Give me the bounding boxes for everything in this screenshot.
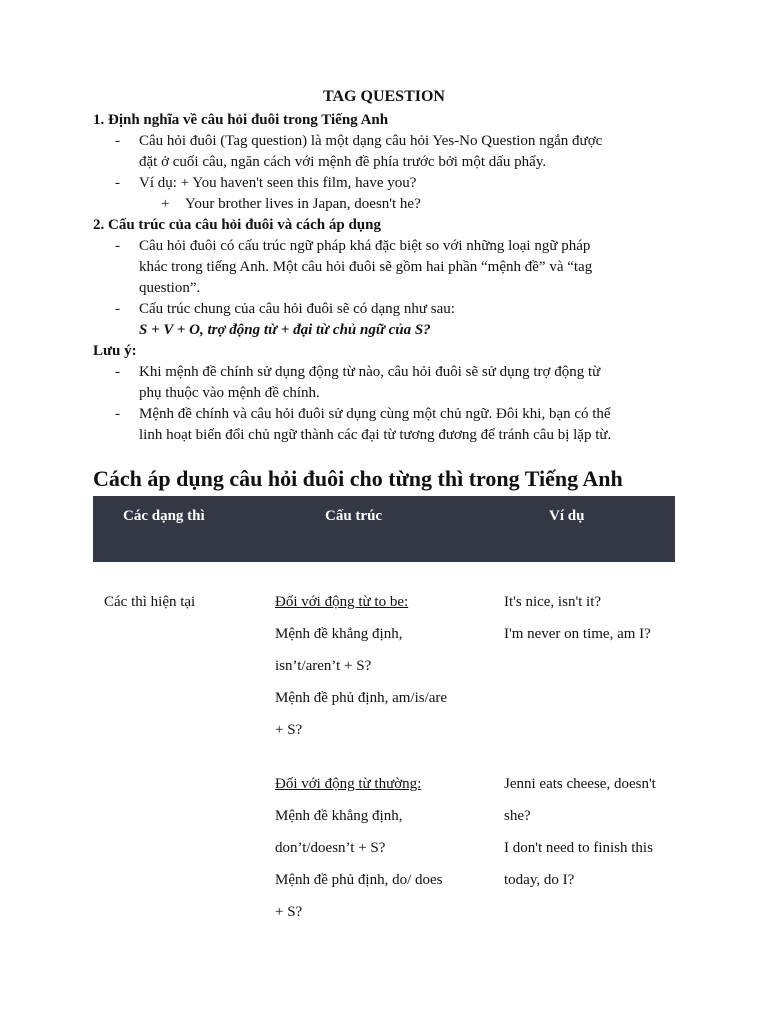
list-item: - Khi mệnh đề chính sử dụng động từ nào, câu hỏi đuôi sẽ sử dụng trợ động từ phụ thuộc vào mệnh đề chính.	[115, 364, 601, 401]
list-item: - Câu hỏi đuôi có cấu trúc ngữ pháp khá đặc biệt so với những loại ngữ pháp khác trong tiếng Anh. Một câu hỏi đuôi sẽ gồm hai phần “mệnh đề” và “tag question”.	[115, 238, 593, 296]
section1-heading: 1. Định nghĩa về câu hỏi đuôi trong Tiếng Anh	[93, 112, 389, 128]
page-title: TAG QUESTION	[323, 88, 445, 105]
structure-cell: Đối với động từ to be: Mệnh đề khẳng định, isn’t/aren’t + S? Mệnh đề phủ định, am/is/are + S? Đối với động từ thường: Mệnh đề khẳng định, don’t/doesn’t + S? Mệnh đề phủ định, do/ does + S?	[256, 578, 478, 928]
structure-label: Đối với động từ to be:	[275, 594, 409, 610]
column-header: Cấu trúc	[256, 496, 478, 562]
formula: S + V + O, trợ động từ + đại từ chủ ngữ của S?	[139, 322, 431, 338]
note-heading: Lưu ý:	[93, 343, 137, 359]
table-header-row	[93, 496, 675, 562]
list-item: - Câu hỏi đuôi (Tag question) là một dạng câu hỏi Yes-No Question ngắn được đặt ở cuối câu, ngăn cách với mệnh đề phía trước bởi một dấu phẩy.	[115, 133, 603, 170]
section-definition	[93, 110, 683, 446]
structure-label: Đối với động từ thường:	[275, 776, 422, 792]
table-row	[93, 562, 675, 928]
list-item: - Cấu trúc chung của câu hỏi đuôi sẽ có dạng như sau:	[115, 301, 455, 317]
tense-cell: Các thì hiện tại	[104, 594, 196, 610]
list-item: - Ví dụ: + You haven't seen this film, have you?	[115, 175, 417, 191]
column-header: Ví dụ	[478, 496, 675, 562]
tense-table	[93, 496, 675, 928]
column-header: Các dạng thì	[93, 496, 256, 562]
example-cell: It's nice, isn't it? I'm never on time, am I? Jenni eats cheese, doesn't she? I don't need to finish this today, do I?	[504, 594, 656, 888]
section-title: Cách áp dụng câu hỏi đuôi cho từng thì trong Tiếng Anh	[93, 466, 623, 491]
section2-heading: 2. Cấu trúc của câu hỏi đuôi và cách áp dụng	[93, 217, 381, 233]
sub-list-item: + Your brother lives in Japan, doesn't he?	[161, 196, 421, 212]
list-item: - Mệnh đề chính và câu hỏi đuôi sử dụng cùng một chủ ngữ. Đôi khi, bạn có thể linh hoạt biến đổi chủ ngữ thành các đại từ tương đương để tránh câu bị lặp từ.	[115, 406, 612, 443]
